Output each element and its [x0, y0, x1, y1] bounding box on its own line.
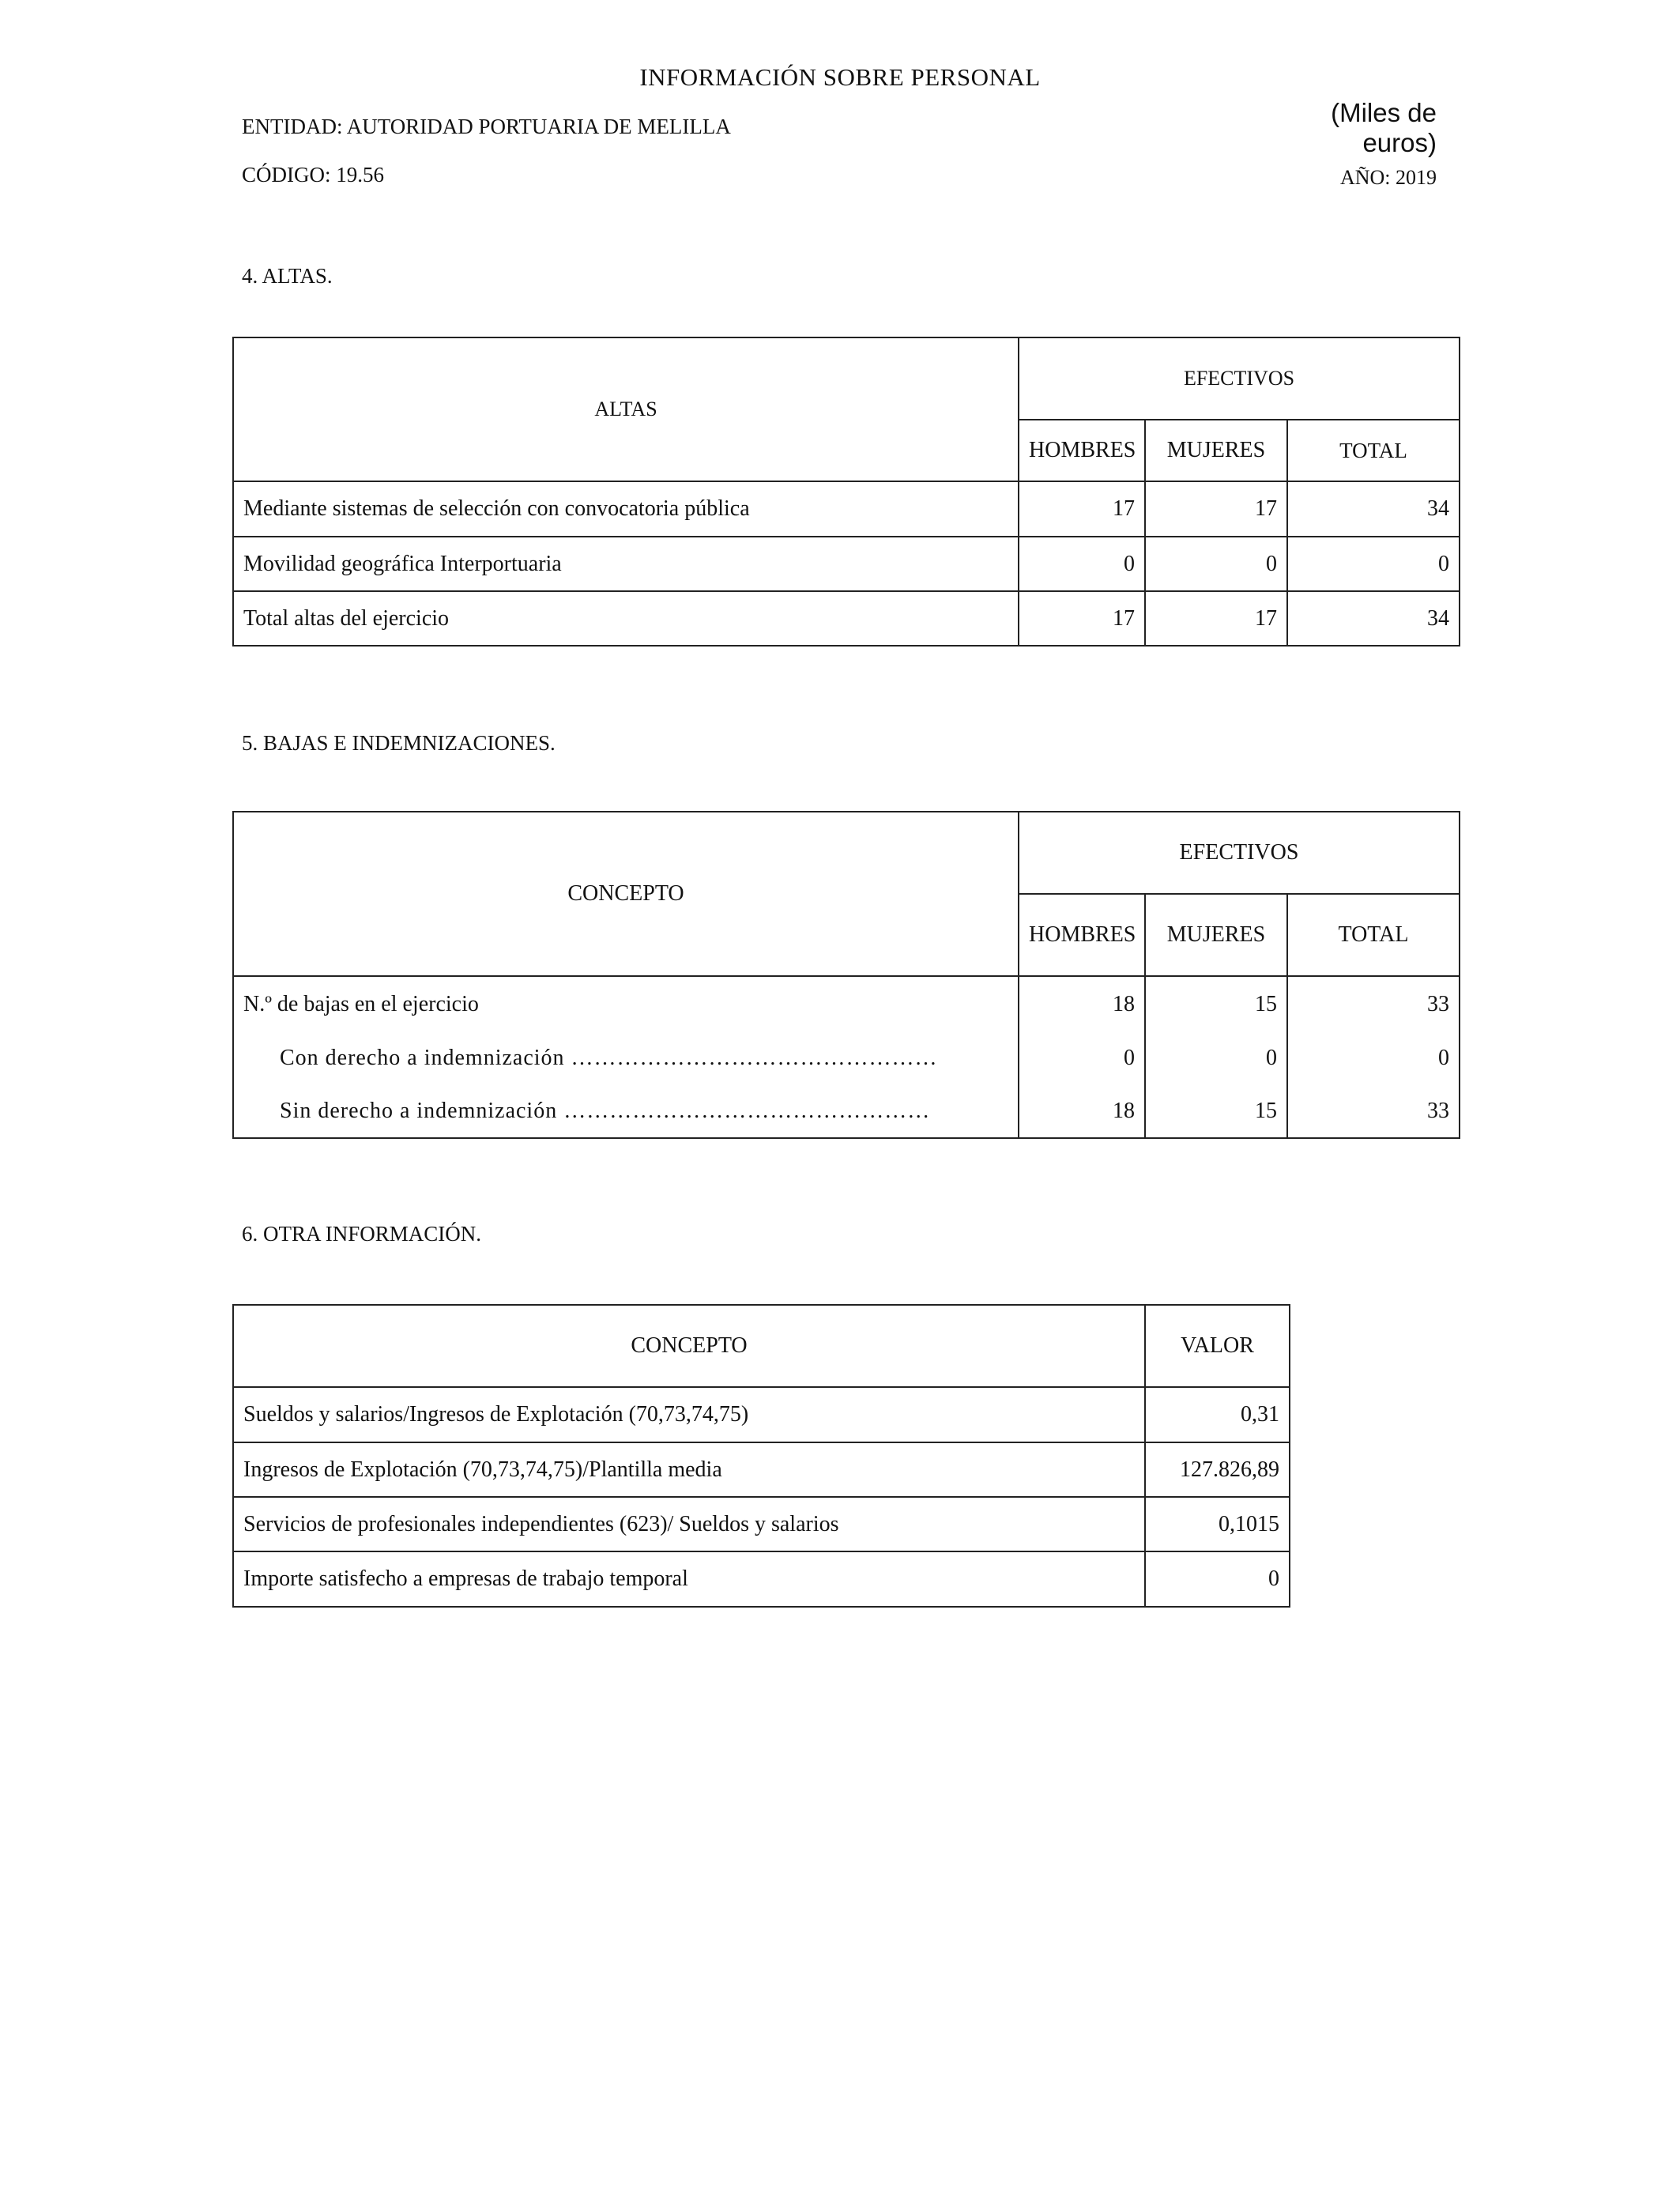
bajas-row-label: N.º de bajas en el ejercicio [233, 976, 1019, 1031]
otra-row [233, 1551, 1290, 1607]
altas-row [233, 481, 1460, 537]
altas-row-total: 0 [1287, 537, 1460, 591]
bajas-row-mujeres: 15 [1145, 976, 1287, 1031]
units-line-1: (Miles de [1331, 98, 1437, 127]
otra-row [233, 1497, 1290, 1551]
altas-table [232, 337, 1460, 647]
altas-row [233, 591, 1460, 646]
bajas-row-label: Con derecho a indemnización ………………………………………… [233, 1031, 1019, 1084]
bajas-col-concept: CONCEPTO [233, 812, 1019, 976]
bajas-row [233, 1031, 1460, 1084]
bajas-row-hombres: 0 [1019, 1031, 1145, 1084]
altas-col-mujeres: MUJERES [1145, 420, 1287, 481]
altas-row-hombres: 17 [1019, 481, 1145, 537]
otra-row-label: Ingresos de Explotación (70,73,74,75)/Plantilla media [233, 1442, 1145, 1497]
bajas-row-label: Sin derecho a indemnización ………………………………………… [233, 1084, 1019, 1138]
bajas-table [232, 811, 1460, 1139]
altas-row-hombres: 17 [1019, 591, 1145, 646]
otra-header-row [233, 1305, 1290, 1387]
entidad-label: ENTIDAD: AUTORIDAD PORTUARIA DE MELILLA [242, 115, 731, 138]
altas-col-hombres: HOMBRES [1019, 420, 1145, 481]
otra-row-valor: 0,1015 [1145, 1497, 1290, 1551]
altas-row-label: Movilidad geográfica Interportuaria [233, 537, 1019, 591]
anio-label: AÑO: 2019 [1339, 166, 1437, 189]
bajas-row-hombres: 18 [1019, 1084, 1145, 1138]
altas-header-row-1 [233, 337, 1460, 420]
altas-col-concept: ALTAS [233, 337, 1019, 481]
altas-row-mujeres: 0 [1145, 537, 1287, 591]
codigo-label: CÓDIGO: 19.56 [242, 163, 384, 187]
bajas-col-group: EFECTIVOS [1019, 812, 1460, 894]
altas-row [233, 537, 1460, 591]
otra-table [232, 1304, 1290, 1608]
otra-row-label: Servicios de profesionales independientes (623)/ Sueldos y salarios [233, 1497, 1145, 1551]
altas-row-mujeres: 17 [1145, 591, 1287, 646]
otra-row-valor: 127.826,89 [1145, 1442, 1290, 1497]
bajas-col-total: TOTAL [1287, 894, 1460, 976]
altas-row-mujeres: 17 [1145, 481, 1287, 537]
page-title: INFORMACIÓN SOBRE PERSONAL [639, 63, 1041, 91]
units-line-2: euros) [1362, 128, 1437, 157]
otra-row [233, 1387, 1290, 1442]
otra-row-valor: 0 [1145, 1551, 1290, 1607]
altas-col-group: EFECTIVOS [1019, 337, 1460, 420]
otra-row-label: Importe satisfecho a empresas de trabajo temporal [233, 1551, 1145, 1607]
bajas-row-total: 33 [1287, 1084, 1460, 1138]
altas-section-title: 4. ALTAS. [242, 264, 333, 288]
otra-col-valor: VALOR [1145, 1305, 1290, 1387]
altas-row-label: Total altas del ejercicio [233, 591, 1019, 646]
otra-row [233, 1442, 1290, 1497]
altas-row-label: Mediante sistemas de selección con convocatoria pública [233, 481, 1019, 537]
bajas-row-mujeres: 0 [1145, 1031, 1287, 1084]
bajas-row [233, 976, 1460, 1031]
bajas-header-row-1 [233, 812, 1460, 894]
units-label [1331, 98, 1437, 158]
otra-row-valor: 0,31 [1145, 1387, 1290, 1442]
bajas-row-total: 0 [1287, 1031, 1460, 1084]
bajas-section-title: 5. BAJAS E INDEMNIZACIONES. [242, 731, 556, 755]
altas-row-total: 34 [1287, 481, 1460, 537]
otra-row-label: Sueldos y salarios/Ingresos de Explotación (70,73,74,75) [233, 1387, 1145, 1442]
bajas-row-total: 33 [1287, 976, 1460, 1031]
otra-section-title: 6. OTRA INFORMACIÓN. [242, 1222, 482, 1246]
altas-row-hombres: 0 [1019, 537, 1145, 591]
otra-col-concept: CONCEPTO [233, 1305, 1145, 1387]
bajas-row-hombres: 18 [1019, 976, 1145, 1031]
bajas-col-mujeres: MUJERES [1145, 894, 1287, 976]
bajas-row [233, 1084, 1460, 1138]
altas-col-total: TOTAL [1287, 420, 1460, 481]
altas-row-total: 34 [1287, 591, 1460, 646]
bajas-col-hombres: HOMBRES [1019, 894, 1145, 976]
bajas-row-mujeres: 15 [1145, 1084, 1287, 1138]
